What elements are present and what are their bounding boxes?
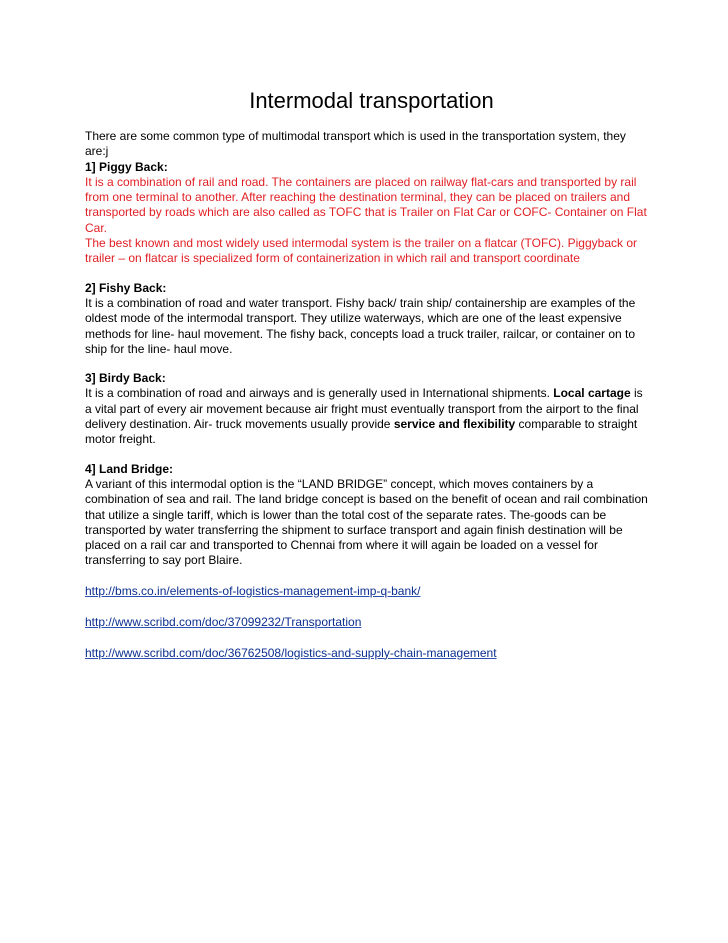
birdy-bold-local-cartage: Local cartage — [553, 386, 631, 401]
section-land-bridge — [85, 462, 650, 569]
document-page — [85, 0, 650, 661]
section-heading-land-bridge: 4] Land Bridge: — [85, 461, 174, 476]
section-heading-fishy-back: 2] Fishy Back: — [85, 280, 167, 295]
piggy-back-paragraph-2: The best known and most widely used intermodal system is the trailer on a flatcar (TOFC). Piggyback or trailer – on flatcar is specialized form of containerization in which rail and transport coordinate — [85, 236, 638, 266]
reference-links — [85, 583, 650, 661]
birdy-back-paragraph — [85, 386, 650, 447]
birdy-text-a: It is a combination of road and airways and is generally used in International shipments. — [85, 386, 554, 401]
section-fishy-back — [85, 281, 650, 357]
birdy-bold-service-flexibility: service and flexibility — [393, 417, 516, 432]
page-title: Intermodal transportation — [249, 88, 494, 113]
section-heading-piggy-back: 1] Piggy Back: — [85, 159, 168, 174]
piggy-back-paragraph-1: It is a combination of rail and road. The containers are placed on railway flat-cars and transported by rail from one terminal to another. After reaching the destination terminal, they can be placed on trailers and transported by roads which are also called as TOFC that is Trailer on Flat Car or COFC- Container on Flat Car. — [85, 174, 647, 235]
fishy-back-paragraph: It is a combination of road and water transport. Fishy back/ train ship/ containership are examples of the oldest mode of the intermodal transport. They utilize waterways, which are one of the least expensive methods for line- haul movement. The fishy back, concepts load a truck trailer, railcar, or container on to ship for the line- haul move. — [85, 295, 636, 356]
section-piggy-back — [85, 160, 650, 267]
reference-link-scribd-transportation[interactable]: http://www.scribd.com/doc/37099232/Transportation — [85, 614, 362, 629]
reference-link-bms[interactable]: http://bms.co.in/elements-of-logistics-management-imp-q-bank/ — [85, 583, 421, 598]
birdy-text-c: comparable to straight motor freight. — [85, 417, 638, 447]
section-heading-birdy-back: 3] Birdy Back: — [85, 371, 166, 386]
birdy-text-b: is a vital part of every air movement because air fright must eventually transport from the airport to the final delivery destination. Air- truck movements usually provide — [85, 386, 643, 432]
section-birdy-back — [85, 371, 650, 447]
intro-paragraph: There are some common type of multimodal transport which is used in the transportation system, they are:j — [85, 129, 626, 159]
land-bridge-paragraph: A variant of this intermodal option is the “LAND BRIDGE” concept, which moves containers by a combination of sea and rail. The land bridge concept is based on the benefit of ocean and rail combination that utilize a single tariff, which is lower than the total cost of the separate rates. The-goods can be transported by water transferring the shipment to surface transport and again finish destination will be placed on a rail car and transported to Chennai from where it will again be loaded on a vessel for transferring to say port Blaire. — [85, 476, 648, 568]
reference-link-scribd-logistics[interactable]: http://www.scribd.com/doc/36762508/logistics-and-supply-chain-management — [85, 645, 497, 660]
